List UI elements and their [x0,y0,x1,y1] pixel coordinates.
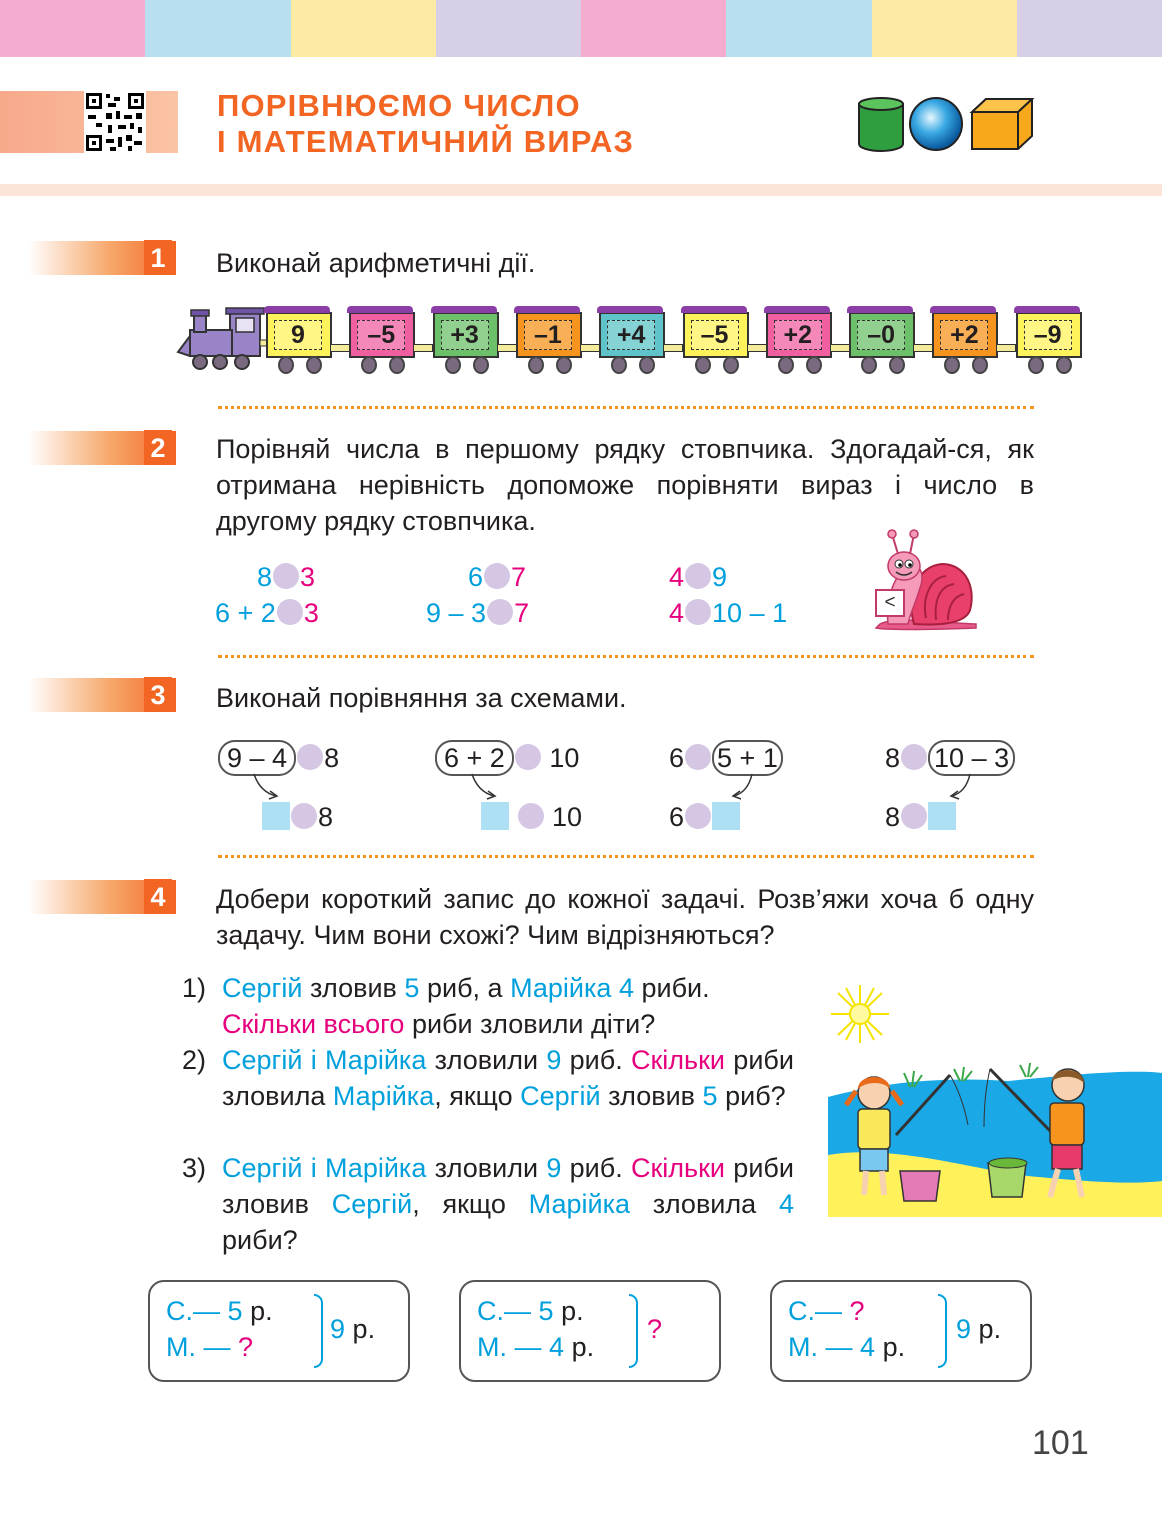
wheel-icon [1056,356,1072,374]
compare-circle[interactable] [273,563,299,589]
coupler [913,344,933,352]
problem-text: Сергій і Марійка зловили 9 риб. Скільки риби зловила Марійка, якщо Сергій зловив 5 риб? [222,1045,794,1111]
snail-sign-text: < [884,592,896,613]
arrow-icon [250,772,284,802]
compare-circle[interactable] [277,599,303,625]
cmp-left: 6 + 2 [215,598,276,628]
wagon-label: –5 [691,320,739,350]
scheme-number: 8 [885,802,901,832]
train-wagon [516,312,582,358]
wheel-icon [972,356,988,374]
wagon-label: –9 [1024,320,1072,350]
brace-icon [629,1294,638,1368]
scheme-number: 8 [324,743,340,773]
color-stripe [291,0,437,57]
page-title [217,88,634,160]
task-4-number: 4 [144,879,172,914]
compare-circle[interactable] [685,563,711,589]
coupler [413,344,433,352]
header-divider [0,184,1162,196]
wagon-label: +2 [774,320,822,350]
cmp-right: 3 [303,598,319,628]
train-wagon [599,312,665,358]
scheme-number: 10 [549,743,580,773]
title-line-1: ПОРІВНЮЄМО ЧИСЛО [217,88,581,123]
compare-circle[interactable] [901,744,927,770]
problem-number: 3) [182,1153,207,1183]
task-4-number-band [28,880,176,914]
page-number: 101 [1032,1424,1089,1462]
wheel-icon [723,356,739,374]
problem-text: Сергій зловив 5 риб, а Марійка 4 риби. Скільки всього риби зловили діти? [222,973,710,1039]
locomotive-icon [176,306,268,376]
brace-icon [938,1294,947,1368]
wagon-label: +4 [607,320,655,350]
color-stripe [1017,0,1162,57]
wheel-icon [1028,356,1044,374]
short-note-box-2[interactable]: С.— 5 р. М. — 4 р. ? [459,1280,721,1382]
compare-circle[interactable] [685,599,711,625]
wagon-label: +3 [441,320,489,350]
cmp-right: 10 – 1 [712,598,788,628]
compare-circle[interactable] [291,803,317,829]
wagon-label: –0 [857,320,905,350]
task-3-text: Виконай порівняння за схемами. [216,683,627,713]
coupler [996,344,1016,352]
cmp-right: 3 [300,562,316,592]
wheel-icon [445,356,461,374]
coupler [497,344,517,352]
shapes-icon [856,96,1036,157]
scheme-number: 8 [885,743,901,773]
answer-square[interactable] [712,802,740,830]
cmp-right: 7 [514,598,530,628]
wheel-icon [306,356,322,374]
answer-square[interactable] [481,802,509,830]
color-stripe [726,0,872,57]
compare-circle[interactable] [515,744,541,770]
wheel-icon [778,356,794,374]
wagon-label: 9 [274,320,322,350]
wagon-label: –5 [357,320,405,350]
expression-bubble: 5 + 1 [712,740,783,776]
task-1-number-band [28,241,176,275]
cmp-left: 8 [257,562,273,592]
wheel-icon [944,356,960,374]
expression-bubble: 6 + 2 [435,740,514,776]
coupler [330,344,350,352]
wheel-icon [806,356,822,374]
wheel-icon [861,356,877,374]
color-stripe [436,0,582,57]
task-1-number: 1 [144,240,172,275]
compare-circle[interactable] [297,744,323,770]
compare-circle[interactable] [518,803,544,829]
qr-code-icon [84,91,146,153]
divider-1 [218,406,1034,409]
compare-circle[interactable] [487,599,513,625]
divider-3 [218,855,1034,858]
train-wagon [433,312,499,358]
task-4-text: Добери короткий запис до кожної задачі. Розв’яжи хоча б одну задачу. Чим вони схожі? Чим відрізняються? [216,884,1034,950]
scheme-number: 8 [318,802,334,832]
color-stripe [872,0,1018,57]
cmp-left: 4 [669,562,685,592]
scheme-number: 6 [669,802,685,832]
wheel-icon [278,356,294,374]
task-2-number-band [28,431,176,465]
wheel-icon [389,356,405,374]
wheel-icon [889,356,905,374]
wheel-icon [528,356,544,374]
task-2-number: 2 [144,430,172,465]
color-stripe [0,0,146,57]
train-wagon [849,312,915,358]
arrow-icon [726,772,760,802]
fishing-illustration [828,985,1162,1222]
color-stripe [145,0,291,57]
title-line-2: І МАТЕМАТИЧНИЙ ВИРАЗ [217,124,635,159]
wheel-icon [611,356,627,374]
wheel-icon [361,356,377,374]
arrow-icon [944,772,978,802]
task-1-text: Виконай арифметичні дії. [216,248,536,278]
expression-bubble: 9 – 4 [218,740,296,776]
train-wagon [266,312,332,358]
train-wagon [1016,312,1082,358]
coupler [830,344,850,352]
coupler [747,344,767,352]
color-stripe [581,0,727,57]
cmp-left: 9 – 3 [426,598,487,628]
short-note-box-3[interactable]: С.— ? М. — 4 р. 9 р. [770,1280,1032,1382]
wheel-icon [473,356,489,374]
cmp-right: 9 [712,562,728,592]
train-wagon [683,312,749,358]
train-wagon [766,312,832,358]
brace-icon [314,1294,323,1368]
coupler [663,344,683,352]
task-2-text: Порівняй числа в першому рядку стовпчика. Здогадай-ся, як отримана нерівність допоможе порівняти вираз і число в другому рядку стовпчика. [216,434,1034,536]
wheel-icon [695,356,711,374]
train-wagon [932,312,998,358]
compare-circle[interactable] [901,803,927,829]
coupler [580,344,600,352]
divider-2 [218,655,1034,658]
problem-number: 1) [182,973,207,1003]
cmp-left: 4 [669,598,685,628]
arrow-icon [468,772,502,802]
problem-number: 2) [182,1045,207,1075]
snail-illustration [866,528,982,637]
task-3-number: 3 [144,677,172,712]
task-3-number-band [28,678,176,712]
answer-square[interactable] [928,802,956,830]
compare-circle[interactable] [484,563,510,589]
wheel-icon [556,356,572,374]
cmp-left: 6 [468,562,484,592]
problem-text: Сергій і Марійка зловили 9 риб. Скільки риби зловив Сергій, якщо Марійка зловила 4 риби? [222,1153,794,1255]
expression-bubble: 10 – 3 [928,740,1015,776]
wheel-icon [639,356,655,374]
scheme-number: 6 [669,743,685,773]
compare-circle[interactable] [685,744,711,770]
short-note-box-1[interactable]: С.— 5 р. М. — ? 9 р. [148,1280,410,1382]
answer-square[interactable] [262,802,290,830]
wagon-label: –1 [524,320,572,350]
cmp-right: 7 [511,562,527,592]
compare-circle[interactable] [685,803,711,829]
scheme-number: 10 [552,802,583,832]
train-wagon [349,312,415,358]
wagon-label: +2 [940,320,988,350]
